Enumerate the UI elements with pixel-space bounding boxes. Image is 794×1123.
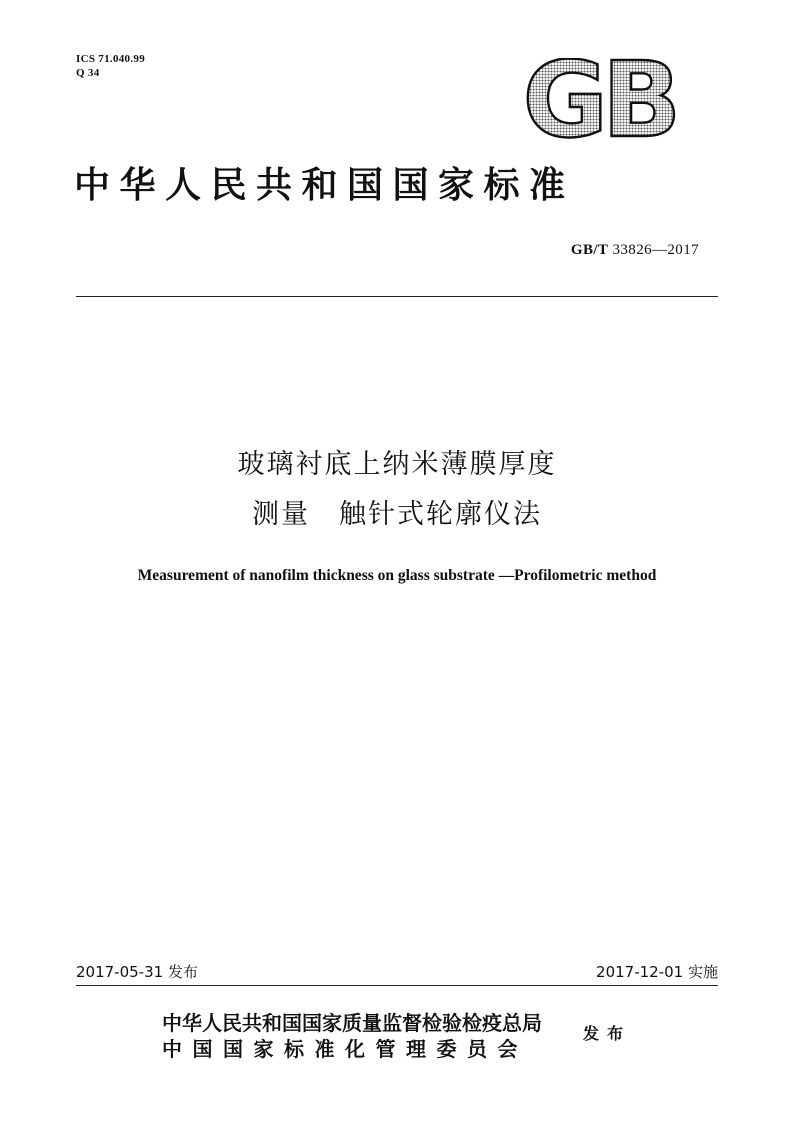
title-english: Measurement of nanofilm thickness on glass substrate —Profilometric method xyxy=(137,567,657,584)
standard-code xyxy=(571,240,699,260)
title-chinese-line1: 玻璃衬底上纳米薄膜厚度 xyxy=(237,449,557,480)
ccs-code: Q 34 xyxy=(76,67,100,79)
implementation-date: 2017-12-01 实施 xyxy=(596,963,718,981)
national-standard-title: 中华人民共和国国家标准 xyxy=(74,164,575,206)
ics-code: ICS 71.040.99 xyxy=(76,53,145,65)
issuer-sac: 中国国家标准化管理委员会 xyxy=(162,1037,528,1061)
gb-logo xyxy=(520,58,678,144)
issuing-authorities xyxy=(162,1010,542,1062)
title-chinese-line2: 测量 触针式轮廓仪法 xyxy=(252,499,542,530)
footer-divider xyxy=(76,985,718,986)
publish-label: 发布 xyxy=(583,1024,632,1043)
standard-code-number: 33826—2017 xyxy=(612,242,699,258)
gb-logo-text: GB xyxy=(522,58,676,144)
header-divider xyxy=(76,296,718,297)
classification-codes xyxy=(76,52,145,80)
standard-code-prefix: GB/T xyxy=(570,242,609,258)
issuer-aqsiq: 中华人民共和国国家质量监督检验检疫总局 xyxy=(162,1011,542,1035)
release-date: 2017-05-31 发布 xyxy=(76,963,198,981)
